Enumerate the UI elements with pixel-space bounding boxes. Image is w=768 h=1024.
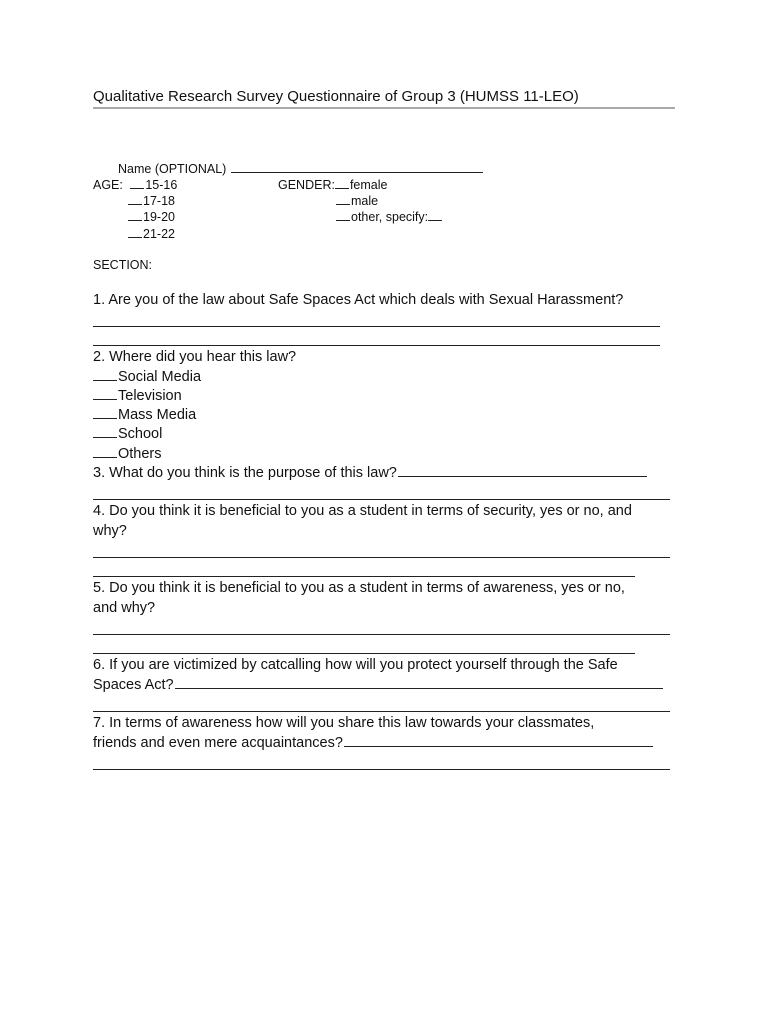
question-1: 1. Are you of the law about Safe Spaces Act which deals with Sexual Harassment? — [93, 292, 624, 308]
question-6-line-2 — [93, 676, 663, 696]
answer-blank[interactable] — [398, 475, 647, 477]
age-option-19-20: 19-20 — [143, 210, 175, 224]
question-5-line-2: and why? — [93, 600, 156, 616]
question-5-line-1: 5. Do you think it is beneficial to you as a student in terms of awareness, yes or no, — [93, 580, 625, 596]
name-blank[interactable] — [231, 171, 483, 173]
age-option-blank[interactable] — [128, 219, 142, 221]
option-social-media: Social Media — [118, 369, 202, 385]
answer-line[interactable] — [93, 326, 660, 327]
option-blank[interactable] — [93, 436, 117, 438]
age-option-row — [128, 227, 175, 241]
gender-option-blank[interactable] — [335, 187, 349, 189]
question-7-line-2-text: friends and even mere acquaintances? — [93, 735, 343, 751]
age-option-row — [128, 210, 175, 224]
option-blank[interactable] — [93, 398, 117, 400]
name-label: Name (OPTIONAL) — [118, 162, 227, 176]
option-blank[interactable] — [93, 417, 117, 419]
answer-line[interactable] — [93, 769, 670, 770]
age-option-17-18: 17-18 — [143, 194, 175, 208]
option-school: School — [118, 426, 163, 442]
gender-label: GENDER: — [278, 178, 335, 192]
age-row — [93, 178, 177, 192]
name-row — [118, 162, 483, 176]
gender-option-blank[interactable] — [336, 203, 350, 205]
option-others: Others — [118, 446, 162, 462]
gender-option-row — [336, 210, 443, 224]
title-rule — [93, 107, 675, 109]
gender-specify-blank[interactable] — [428, 219, 442, 221]
gender-row — [278, 178, 387, 192]
age-option-row — [128, 194, 175, 208]
gender-option-blank[interactable] — [336, 219, 350, 221]
option-row — [93, 425, 162, 445]
question-3-text: 3. What do you think is the purpose of this law? — [93, 465, 397, 481]
answer-line[interactable] — [93, 711, 670, 712]
question-4-line-2: why? — [93, 523, 127, 539]
option-row — [93, 368, 201, 388]
gender-option-other: other, specify: — [351, 210, 429, 224]
question-7-line-1: 7. In terms of awareness how will you share this law towards your classmates, — [93, 715, 595, 731]
option-blank[interactable] — [93, 379, 117, 381]
age-option-blank[interactable] — [128, 203, 142, 205]
age-option-blank[interactable] — [130, 187, 144, 189]
question-4-line-1: 4. Do you think it is beneficial to you as a student in terms of security, yes or no, and — [93, 503, 632, 519]
question-2: 2. Where did you hear this law? — [93, 349, 297, 365]
age-label: AGE: — [93, 178, 123, 192]
section-label: SECTION: — [93, 258, 153, 272]
question-6-line-1: 6. If you are victimized by catcalling how will you protect yourself through the Safe — [93, 657, 618, 673]
question-3 — [93, 464, 647, 484]
option-row — [93, 445, 162, 465]
gender-option-female: female — [349, 178, 388, 192]
gender-option-row — [336, 194, 378, 208]
age-option-15-16: 15-16 — [145, 178, 178, 192]
question-7-line-2 — [93, 734, 653, 754]
answer-line[interactable] — [93, 653, 635, 654]
document-title: Qualitative Research Survey Questionnaire of Group 3 (HUMSS 11-LEO) — [93, 88, 579, 105]
answer-line[interactable] — [93, 499, 670, 500]
option-mass-media: Mass Media — [118, 407, 197, 423]
answer-line[interactable] — [93, 634, 670, 635]
option-row — [93, 406, 196, 426]
answer-blank[interactable] — [344, 745, 653, 747]
option-blank[interactable] — [93, 456, 117, 458]
answer-line[interactable] — [93, 557, 670, 558]
option-television: Television — [118, 388, 182, 404]
answer-blank[interactable] — [175, 687, 663, 689]
answer-line[interactable] — [93, 345, 660, 346]
option-row — [93, 387, 182, 407]
question-6-line-2-text: Spaces Act? — [93, 677, 174, 693]
gender-option-male: male — [351, 194, 379, 208]
answer-line[interactable] — [93, 576, 635, 577]
age-option-21-22: 21-22 — [143, 227, 175, 241]
age-option-blank[interactable] — [128, 236, 142, 238]
